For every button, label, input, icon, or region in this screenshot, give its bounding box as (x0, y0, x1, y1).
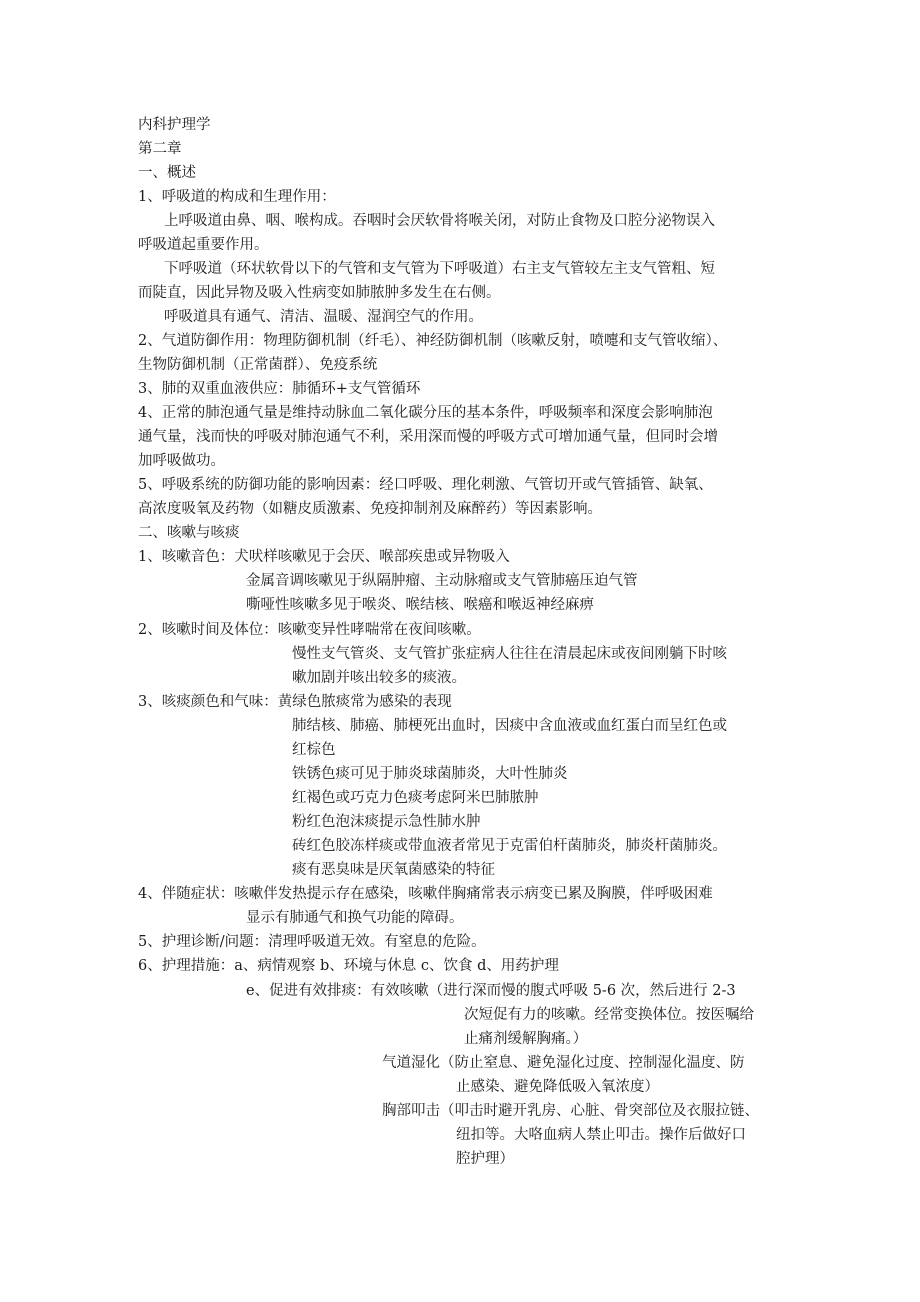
paragraph-line: 生物防御机制（正常菌群）、免疫系统 (138, 357, 378, 373)
paragraph-line: 铁锈色痰可见于肺炎球菌肺炎，大叶性肺炎 (292, 766, 568, 782)
paragraph-line: 6、护理措施：a、病情观察 b、环境与休息 c、饮食 d、用药护理 (138, 958, 559, 974)
paragraph-line: 慢性支气管炎、支气管扩张症病人往往在清晨起床或夜间刚躺下时咳 (292, 646, 727, 662)
paragraph-line: 下呼吸道（环状软骨以下的气管和支气管为下呼吸道）右主支气管较左主支气管粗、短 (164, 261, 715, 277)
paragraph-line: 金属音调咳嗽见于纵隔肿瘤、主动脉瘤或支气管肺癌压迫气管 (246, 573, 638, 589)
paragraph-line: 肺结核、肺癌、肺梗死出血时，因痰中含血液或血红蛋白而呈红色或 (292, 718, 727, 734)
paragraph-line: 1、咳嗽音色：犬吠样咳嗽见于会厌、喉部疾患或异物吸入 (138, 549, 510, 565)
paragraph-line: 嘶哑性咳嗽多见于喉炎、喉结核、喉癌和喉返神经麻痹 (246, 597, 594, 613)
paragraph-line: 高浓度吸氧及药物（如糖皮质激素、免疫抑制剂及麻醉药）等因素影响。 (138, 501, 602, 517)
section-heading-overview: 一、概述 (138, 165, 196, 181)
paragraph-line: 呼吸道起重要作用。 (138, 237, 269, 253)
paragraph-line: 粉红色泡沫痰提示急性肺水肿 (292, 814, 481, 830)
paragraph-line: 3、肺的双重血液供应：肺循环+支气管循环 (138, 381, 421, 397)
paragraph-line: 纽扣等。大咯血病人禁止叩击。操作后做好口 (456, 1127, 746, 1143)
paragraph-line: 呼吸道具有通气、清洁、温暖、湿润空气的作用。 (164, 309, 483, 325)
paragraph-line: 气道湿化（防止窒息、避免湿化过度、控制湿化温度、防 (382, 1055, 745, 1071)
paragraph-line: 加呼吸做功。 (138, 453, 225, 469)
paragraph-line: 腔护理） (456, 1151, 514, 1167)
paragraph-line: 胸部叩击（叩击时避开乳房、心脏、骨突部位及衣服拉链、 (382, 1103, 759, 1119)
paragraph-line: 红棕色 (292, 742, 336, 758)
paragraph-line: 砖红色胶冻样痰或带血液者常见于克雷伯杆菌肺炎，肺炎杆菌肺炎。 (292, 838, 727, 854)
paragraph-line: 而陡直，因此异物及吸入性病变如肺脓肿多发生在右侧。 (138, 285, 501, 301)
paragraph-line: 2、气道防御作用：物理防御机制（纤毛）、神经防御机制（咳嗽反射，喷嚏和支气管收缩）、 (138, 333, 728, 349)
paragraph-line: 5、呼吸系统的防御功能的影响因素：经口呼吸、理化刺激、气管切开或气管插管、缺氧、 (138, 477, 713, 493)
paragraph-line: 止痛剂缓解胸痛。） (464, 1031, 588, 1047)
paragraph-line: 4、正常的肺泡通气量是维持动脉血二氧化碳分压的基本条件，呼吸频率和深度会影响肺泡 (138, 405, 713, 421)
chapter-heading: 第二章 (138, 141, 182, 157)
paragraph-line: 5、护理诊断/问题：清理呼吸道无效。有窒息的危险。 (138, 934, 486, 950)
paragraph-line: 1、呼吸道的构成和生理作用： (138, 189, 336, 205)
paragraph-line: 次短促有力的咳嗽。经常变换体位。按医嘱给 (464, 1007, 754, 1023)
section-heading-cough: 二、咳嗽与咳痰 (138, 525, 240, 541)
document-title: 内科护理学 (138, 117, 211, 133)
paragraph-line: 上呼吸道由鼻、咽、喉构成。吞咽时会厌软骨将喉关闭，对防止食物及口腔分泌物误入 (164, 213, 715, 229)
paragraph-line: e、促进有效排痰：有效咳嗽（进行深而慢的腹式呼吸 5-6 次，然后进行 2-3 (246, 983, 736, 999)
paragraph-line: 红褐色或巧克力色痰考虑阿米巴肺脓肿 (292, 790, 539, 806)
paragraph-line: 显示有肺通气和换气功能的障碍。 (246, 910, 464, 926)
paragraph-line: 4、伴随症状：咳嗽伴发热提示存在感染，咳嗽伴胸痛常表示病变已累及胸膜，伴呼吸困难 (138, 886, 713, 902)
paragraph-line: 2、咳嗽时间及体位：咳嗽变异性哮喘常在夜间咳嗽。 (138, 622, 481, 638)
paragraph-line: 3、咳痰颜色和气味：黄绿色脓痰常为感染的表现 (138, 694, 452, 710)
paragraph-line: 通气量，浅而快的呼吸对肺泡通气不利，采用深而慢的呼吸方式可增加通气量，但同时会增 (138, 429, 718, 445)
paragraph-line: 止感染、避免降低吸入氧浓度） (456, 1079, 659, 1095)
paragraph-line: 嗽加剧并咳出较多的痰液。 (292, 670, 466, 686)
paragraph-line: 痰有恶臭味是厌氧菌感染的特征 (292, 862, 495, 878)
